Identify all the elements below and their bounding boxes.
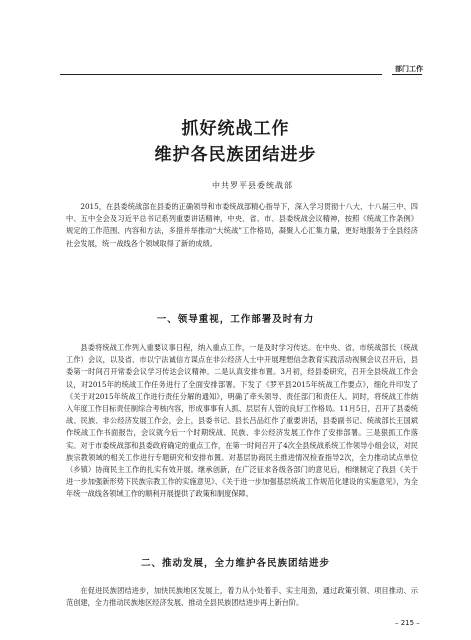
- section1-heading: 一、领导重视，工作部署及时有力: [156, 314, 315, 325]
- section2-heading: 二、推动发展，全力维护各民族团结进步: [140, 558, 330, 569]
- section-tag: 部门工作: [395, 65, 423, 73]
- section1-paragraph: 县委将统战工作列入重要议事日程，纳入重点工作，一是及时学习传达。在中央、省、市统战部长（统战工作）会议，以及省、市以宁法诚信方谋点在非公经济人士中开展理想信念教育实践活动视频会议召开后，县委第一时间召开常委会议学习传达会议精神。二是认真安排布置。3月初，经县委研究，召开全县统战工作会议，对2015年的统战工作任务进行了全面安排部署。下发了《罗平县2015年统战工作要点》，细化并印发了《关于对2015年统战工作进行责任分解的通知》，明确了牵头领导、责任部门和责任人。同时，将统战工作纳入年度工作目标责任制综合考核内容，形成事事有人抓、层层有人管的良好工作格局。11月5日，召开了县委统战、民族、非公经济发展工作会，会上，县委书记、县长吕品红作了重要讲话，县委副书记、统战部长王国斌作统战工作书面报告，会议就今后一个时期统战、民族、非公经济发展工作作了安排部署。三是狠抓工作落实。对于市委统战部和县委政府确定的重点工作，在第一时间召开了4次全县统战系统工作领导小组会议，对民族宗教领域的相关工作进行专题研究和安排布置。对基层协商民主推进情况检查指导2次，全力推动试点单位（乡镇）协商民主工作的扎实有效开展。继承创新，在广泛征求各级各部门的意见后，相继制定了我县《关于进一步加强新形势下民族宗教工作的实施意见》、《关于进一步加强基层统战工作规范化建设的实施意见》，为全年统一战线各领域工作的顺利开展提供了政策和制度保障。: [66, 343, 418, 499]
- intro-paragraph: 2015，在县委统战部在县委的正确领导和市委统战部精心指导下，深入学习贯彻十八大、十八届三中、四中、五中全会及习近平总书记系列重要讲话精神，中央、省、市、县委统战会议精神，按照《统战工作条例》规定的工作范围、内容和方法，多措并举推动“大统战”工作格局，凝聚人心汇集力量，更好地服务于全县经济社会发展，统一战线各个领域取得了新的成绩。: [66, 202, 418, 248]
- title-block: [0, 116, 471, 168]
- article-title-line2: 维护各民族团结进步: [154, 145, 317, 165]
- header-rule: [60, 74, 382, 75]
- header-rule-short: [392, 74, 422, 75]
- article-author: 中共罗平县委统战部: [212, 181, 293, 190]
- article-title-line1: 抓好统战工作: [181, 119, 290, 139]
- section2-paragraph: 在促进民族团结进步，加快民族地区发展上，着力从小处着手、实主用劲，通过政策引领、项目推动、示范创建，全力推动民族地区经济发展、推动全县民族团结进步再上新台阶。: [66, 586, 418, 608]
- page-number: – 215 –: [395, 619, 420, 627]
